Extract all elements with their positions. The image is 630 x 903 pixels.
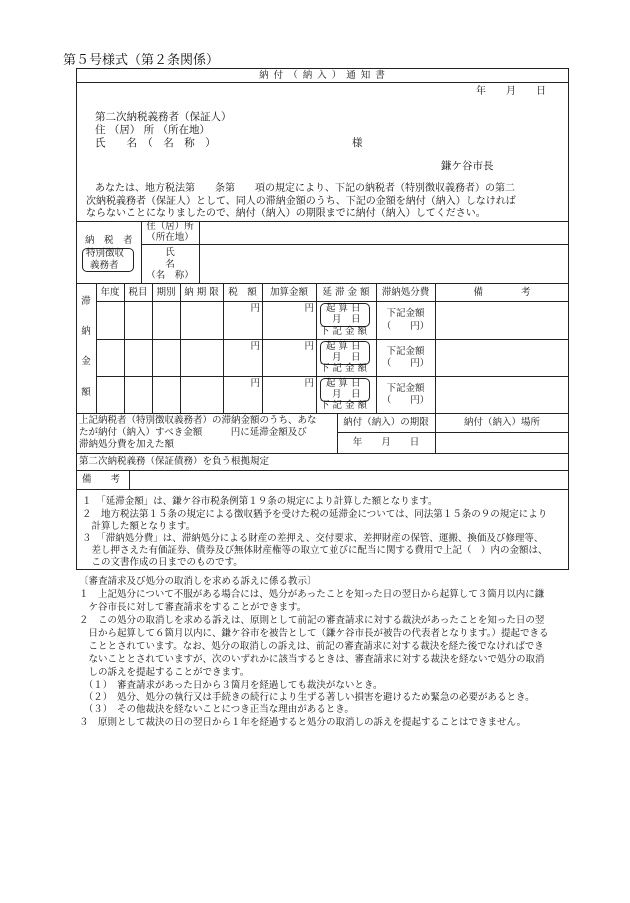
date-line: 年 月 日 bbox=[476, 86, 546, 97]
col-header-period: 期別 bbox=[156, 287, 176, 298]
appeal-line-2: ケ谷市長に対して審査請求をすることができます。 bbox=[79, 602, 307, 613]
remarks-label: 備 考 bbox=[82, 474, 121, 485]
row3-below-amount: 下 記 金 額 bbox=[320, 400, 368, 411]
col-header-remarks: 備 考 bbox=[473, 287, 531, 298]
note-line-4: ３ 「滞納処分費」は、滞納処分による財産の差押え、交付要求、差押財産の保管、運搬、換価及び修理等、 bbox=[82, 533, 544, 544]
summary-line-3: 滞納処分費を加えた額 bbox=[79, 439, 175, 450]
row1-disp-below: 下記金額 bbox=[386, 308, 425, 319]
intro-line-1: あなたは、地方税法第 条第 項の規定により、下記の納税者（特別徴収義務者）の第二 bbox=[95, 183, 515, 194]
row3-disp-yen: （ 円） bbox=[381, 395, 430, 406]
row3-calc-date: 起 算 日 bbox=[326, 378, 361, 389]
col-header-disposition-cost: 滞納処分費 bbox=[381, 287, 430, 298]
appeal-line-1: １ 上記処分について不服がある場合には、処分があったことを知った日の翌日から起算して３箇月以内に鎌 bbox=[79, 589, 545, 600]
note-line-5: 差し押さえた有価証券、債券及び無体財産権等の取立て並びに配当に関する費用で上記（ ）内の金額は、 bbox=[82, 545, 548, 556]
row3-surcharge-yen: 円 bbox=[304, 378, 314, 389]
recipient-honorific: 様 bbox=[352, 137, 363, 149]
col-header-surcharge: 加算金額 bbox=[269, 287, 308, 298]
appeal-heading: 〔審査請求及び処分の取消しを求める訴えに係る教示〕 bbox=[79, 576, 317, 587]
taxpayer-sub-label-2: 義務者 bbox=[90, 260, 119, 271]
row3-tax-yen: 円 bbox=[250, 378, 260, 389]
row1-calc-month-day: 月 日 bbox=[332, 314, 361, 325]
taxpayer-label: 納 税 者 bbox=[85, 235, 133, 246]
row1-tax-yen: 円 bbox=[250, 303, 260, 314]
appeal-line-6: ないこととされていますが、次のいずれかに該当するときは、審査請求に対する裁決を経ないで処分の取消 bbox=[79, 654, 545, 665]
col-header-due-date: 納 期 限 bbox=[184, 287, 219, 298]
appeal-line-8: （１） 審査請求があった日から３箇月を経過しても裁決がないとき。 bbox=[79, 680, 383, 691]
row2-calc-date: 起 算 日 bbox=[326, 341, 361, 352]
note-line-1: １ 「延滞金額」は、鎌ケ谷市税条例第１９条の規定により計算した額となります。 bbox=[82, 496, 438, 507]
row2-below-amount: 下 記 金 額 bbox=[320, 363, 368, 374]
arrears-side-label-1: 滞 bbox=[81, 296, 91, 307]
appeal-line-9: （２） 処分、処分の執行又は手続きの続行により生ずる著しい損害を避けるため緊急の必要があるとき。 bbox=[79, 692, 535, 703]
address-label-2: （所在地） bbox=[146, 232, 194, 243]
summary-line-2: たが納付（納入）すべき金額 円に延滞金額及び bbox=[79, 427, 307, 438]
appeal-line-11: ３ 原則として裁決の日の翌日から１年を経過すると処分の取消しの訴えを提起することはできません。 bbox=[79, 717, 527, 728]
row2-disp-below: 下記金額 bbox=[386, 346, 425, 357]
recipient-address: 住 （居） 所 （所在地） bbox=[95, 124, 211, 136]
arrears-side-label-3: 金 bbox=[81, 356, 91, 367]
arrears-side-label-4: 額 bbox=[81, 387, 91, 398]
summary-line-1: 上記納税者（特別徴収義務者）の滞納金額のうち、あな bbox=[79, 415, 317, 426]
note-line-6: この文書作成の日までのものです。 bbox=[82, 557, 243, 568]
row3-calc-month-day: 月 日 bbox=[332, 389, 361, 400]
notice-title: 納 付 （ 納 入 ） 通 知 書 bbox=[259, 70, 386, 81]
name-label-2: 名 bbox=[165, 259, 175, 270]
name-label-1: 氏 bbox=[165, 247, 175, 258]
col-header-tax-item: 税目 bbox=[128, 287, 148, 298]
recipient-role: 第二次納税義務者（保証人） bbox=[95, 111, 232, 123]
row2-disp-yen: （ 円） bbox=[381, 358, 430, 369]
appeal-line-7: しの訴えを提起することができます。 bbox=[79, 667, 250, 678]
col-header-year: 年度 bbox=[100, 287, 120, 298]
row3-disp-below: 下記金額 bbox=[386, 383, 425, 394]
address-label-1: 住（居）所 bbox=[146, 221, 194, 232]
basis-label: 第二次納税義務（保証債務）を負う根拠規定 bbox=[79, 456, 270, 467]
appeal-line-4: 日から起算して６箇月以内に、鎌ケ谷市を被告として（鎌ケ谷市長が被告の代表者となります。）提起できる bbox=[79, 628, 549, 639]
row2-tax-yen: 円 bbox=[250, 341, 260, 352]
form-title: 第５号様式（第２条関係） bbox=[63, 53, 220, 68]
row2-surcharge-yen: 円 bbox=[304, 341, 314, 352]
row1-calc-date: 起 算 日 bbox=[326, 303, 361, 314]
issuer: 鎌ケ谷市長 bbox=[441, 160, 494, 172]
name-label-3: （名 称） bbox=[146, 270, 194, 281]
intro-line-2: 次納税義務者（保証人）として、同人の滞納金額のうち、下記の金額を納付（納入）しなければ bbox=[86, 196, 516, 207]
intro-line-3: ならないことになりましたので、納付（納入）の期限までに納付（納入）してください。 bbox=[86, 208, 486, 219]
row1-below-amount: 下 記 金 額 bbox=[320, 326, 368, 337]
appeal-line-10: （３） その他裁決を経ないことにつき正当な理由があるとき。 bbox=[79, 704, 354, 715]
deadline-label: 納付（納入）の期限 bbox=[343, 417, 429, 428]
row1-disp-yen: （ 円） bbox=[381, 321, 430, 332]
row1-surcharge-yen: 円 bbox=[304, 303, 314, 314]
place-label: 納付（納入）場所 bbox=[463, 417, 540, 428]
appeal-line-5: こととされています。なお、処分の取消しの訴えは、前記の審査請求に対する裁決を経た後でなければでき bbox=[79, 641, 544, 652]
col-header-tax-amount: 税 額 bbox=[228, 287, 257, 298]
note-line-2: ２ 地方税法第１５条の規定による徴収猶予を受けた税の延滞金については、同法第１５条の９の規定により bbox=[82, 509, 548, 520]
row2-calc-month-day: 月 日 bbox=[332, 352, 361, 363]
note-line-3: 計算した額となります。 bbox=[82, 521, 196, 532]
recipient-name: 氏 名 （ 名 称 ） bbox=[95, 137, 216, 149]
col-header-delinquency: 延 滞 金 額 bbox=[322, 287, 370, 298]
arrears-side-label-2: 納 bbox=[81, 326, 91, 337]
taxpayer-sub-label-1: 特別徴収 bbox=[86, 248, 125, 259]
deadline-date: 年 月 日 bbox=[352, 437, 420, 448]
appeal-line-3: ２ この処分の取消しを求める訴えは、原則として前記の審査請求に対する裁決があったことを知った日の翌 bbox=[79, 615, 545, 626]
